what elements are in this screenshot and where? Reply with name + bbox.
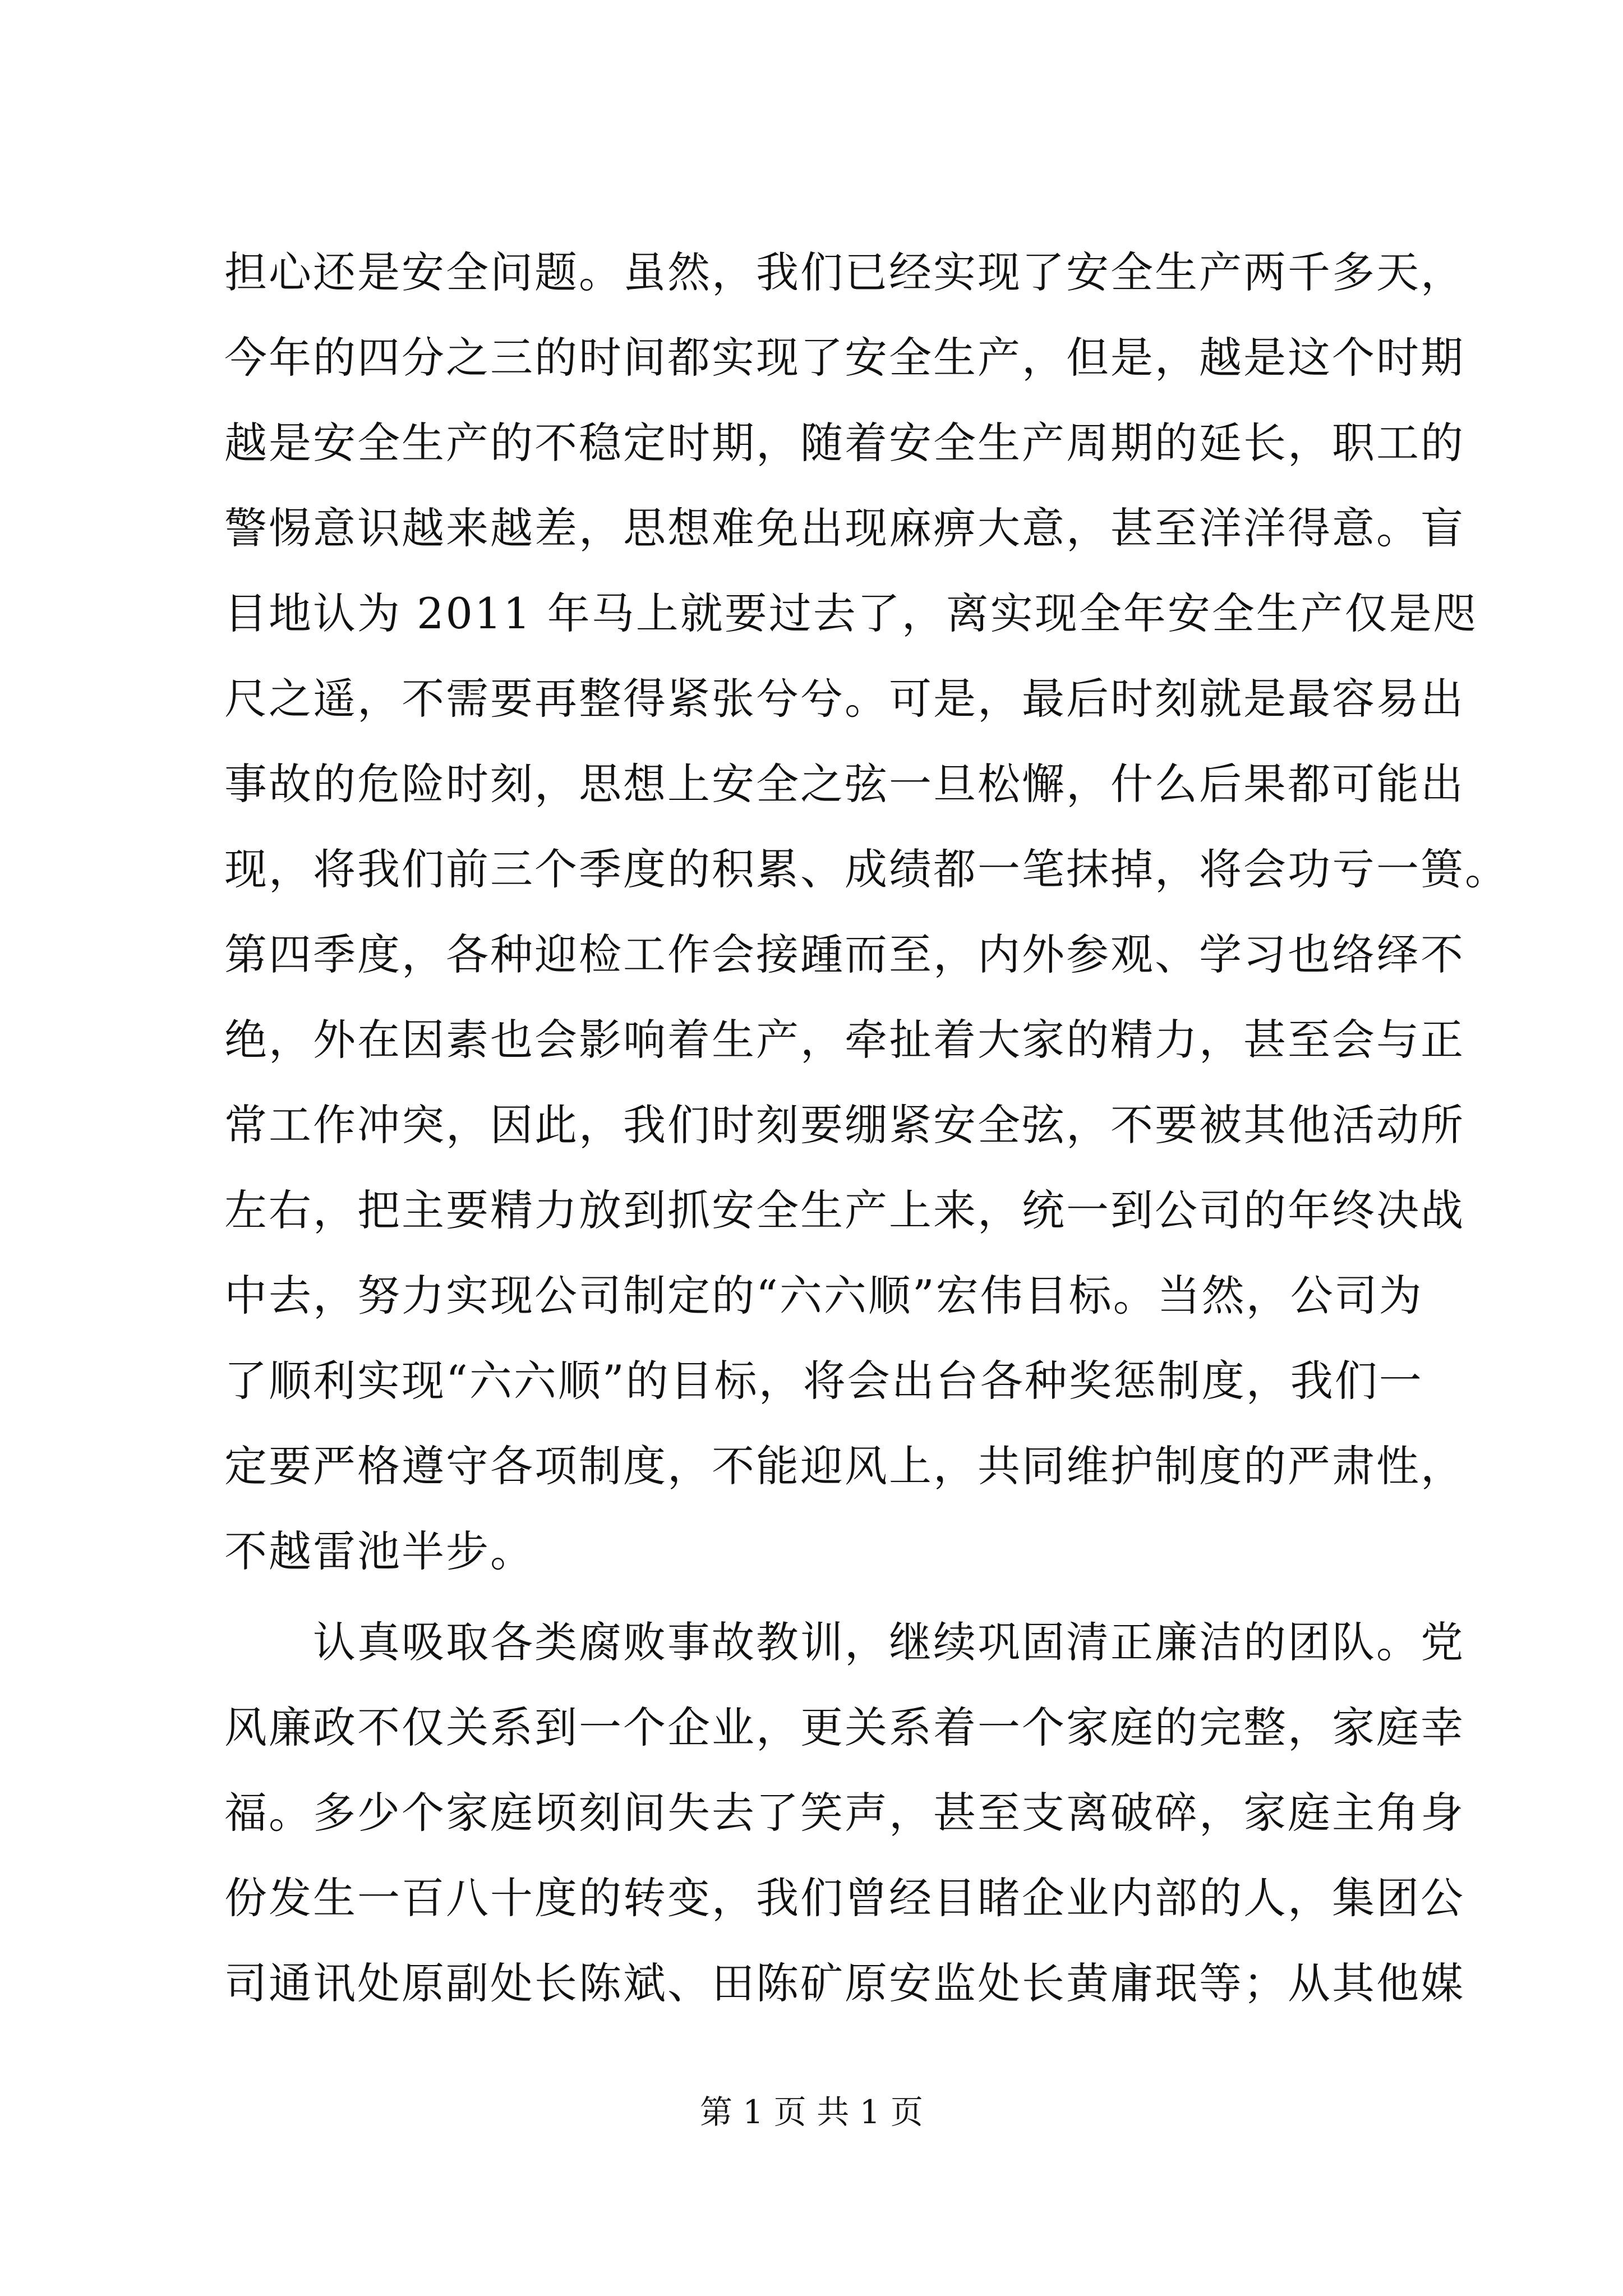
text-line: 司通讯处原副处长陈斌、田陈矿原安监处长黄庸珉等；从其他媒: [224, 1958, 1465, 2008]
text-line: 不越雷池半步。: [224, 1526, 534, 1576]
text-line: 事故的危险时刻，思想上安全之弦一旦松懈，什么后果都可能出: [224, 759, 1465, 809]
text-line: 第四季度，各种迎检工作会接踵而至，内外参观、学习也络绎不: [224, 930, 1465, 979]
text-line: 今年的四分之三的时间都实现了安全生产，但是，越是这个时期: [224, 333, 1465, 383]
text-line: 定要严格遵守各项制度，不能迎风上，共同维护制度的严肃性，: [224, 1441, 1465, 1491]
text-line: 现，将我们前三个季度的积累、成绩都一笔抹掉，将会功亏一篑。: [224, 844, 1509, 894]
text-line: 中去，努力实现公司制定的“六六顺”宏伟目标。当然，公司为: [224, 1271, 1423, 1320]
text-line: 福。多少个家庭顷刻间失去了笑声，甚至支离破碎，家庭主角身: [224, 1788, 1465, 1838]
page-number-label: 第 1 页 共 1 页: [700, 2093, 923, 2131]
page-footer: [0, 2090, 1623, 2134]
document-body: [224, 230, 1509, 2026]
text-line: 常工作冲突，因此，我们时刻要绷紧安全弦，不要被其他活动所: [224, 1100, 1465, 1150]
text-line: 尺之遥，不需要再整得紧张兮兮。可是，最后时刻就是最容易出: [224, 674, 1465, 724]
text-line: 绝，外在因素也会影响着生产，牵扯着大家的精力，甚至会与正: [224, 1015, 1465, 1065]
text-line: 左右，把主要精力放到抓安全生产上来，统一到公司的年终决战: [224, 1185, 1465, 1235]
text-line: 目地认为 2011 年马上就要过去了，离实现全年安全生产仅是咫: [224, 588, 1478, 638]
text-line: 了顺利实现“六六顺”的目标，将会出台各种奖惩制度，我们一: [224, 1356, 1423, 1406]
text-line: 担心还是安全问题。虽然，我们已经实现了安全生产两千多天，: [224, 247, 1465, 297]
paragraph-2: [224, 1600, 1465, 2026]
text-line: 份发生一百八十度的转变，我们曾经目睹企业内部的人，集团公: [224, 1873, 1465, 1923]
paragraph-1: [224, 230, 1509, 1594]
text-line: 警惕意识越来越差，思想难免出现麻痹大意，甚至洋洋得意。盲: [224, 503, 1465, 553]
text-line: 风廉政不仅关系到一个企业，更关系着一个家庭的完整，家庭幸: [224, 1703, 1465, 1752]
text-line: 认真吸取各类腐败事故教训，继续巩固清正廉洁的团队。党: [224, 1617, 1465, 1667]
text-line: 越是安全生产的不稳定时期，随着安全生产周期的延长，职工的: [224, 418, 1465, 468]
paragraph-gap: [224, 1594, 1419, 1600]
